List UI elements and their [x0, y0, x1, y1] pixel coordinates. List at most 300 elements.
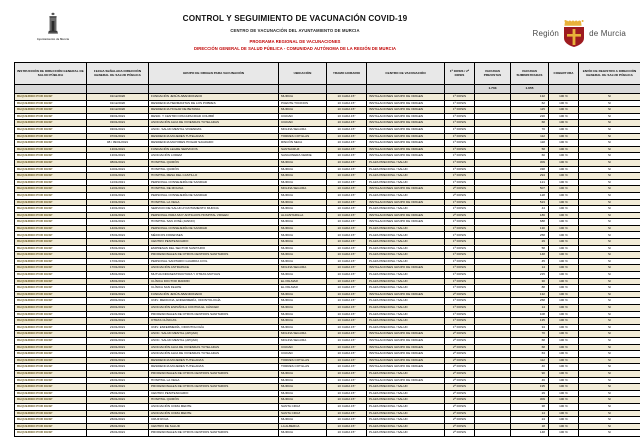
cell-vacunas-suministradas: 14 — [511, 265, 549, 272]
cell-ubicacion: EL PALMAR — [279, 285, 327, 292]
cell-vacunas-suministradas: 132 — [511, 94, 549, 101]
cell-fecha: 15/01/2021 — [87, 239, 149, 246]
cell-cobertura: 100 % — [549, 357, 579, 364]
cell-tramo-horario: 10 CADA 15'' — [327, 166, 367, 173]
cell-tramo-horario: 10 CADA 15'' — [327, 423, 367, 430]
cell-envio-registro: SI — [579, 344, 640, 351]
cell-cobertura: 100 % — [549, 140, 579, 147]
table-row — [15, 146, 640, 153]
cell-grupo-origen: EMPRESAS DEL SECTOR SANITARIO — [149, 245, 279, 252]
col-ubicacion: UBICACIÓN — [279, 63, 327, 85]
cell-centro-vacunacion: PLAZA PRECIOSA / SALUD — [367, 311, 445, 318]
cell-cobertura: 100 % — [549, 192, 579, 199]
vaccination-table — [14, 62, 640, 437]
cell-instruccion: REQUERIDO POR DGSP — [15, 140, 87, 147]
cell-centro-vacunacion: PLAZA PRECIOSA / SALUD — [367, 179, 445, 186]
col-cobertura: COBERTURA — [549, 63, 579, 85]
cell-dosis: 1ª DOSIS — [445, 225, 475, 232]
table-row — [15, 113, 640, 120]
cell-vacunas-previstas — [475, 351, 511, 358]
cell-cobertura: 100 % — [549, 245, 579, 252]
cell-envio-registro: SI — [579, 225, 640, 232]
table-row — [15, 133, 640, 140]
cell-envio-registro: SI — [579, 318, 640, 325]
cell-centro-vacunacion: PLAZA PRECIOSA / SALUD — [367, 192, 445, 199]
cell-instruccion: REQUERIDO POR DGSP — [15, 384, 87, 391]
cell-instruccion: REQUERIDO POR DGSP — [15, 120, 87, 127]
cell-instruccion: REQUERIDO POR DGSP — [15, 272, 87, 279]
table-row — [15, 357, 640, 364]
cell-vacunas-suministradas: 309 — [511, 397, 549, 404]
cell-fecha: 24/01/2021 — [87, 377, 149, 384]
cell-instruccion: REQUERIDO POR DGSP — [15, 324, 87, 331]
cell-fecha: 13/01/2021 — [87, 146, 149, 153]
cell-ubicacion: TORRES COTILLAS — [279, 364, 327, 371]
cell-grupo-origen: HOSPITAL QUIRÓN — [149, 397, 279, 404]
cell-vacunas-suministradas: 148 — [511, 430, 549, 437]
cell-grupo-origen: UNIV. MEDICINA, ENFERMERÍA, ODONTOLOGÍA — [149, 298, 279, 305]
cell-envio-registro: SI — [579, 140, 640, 147]
cell-vacunas-suministradas: 29 — [511, 239, 549, 246]
table-row — [15, 272, 640, 279]
cell-ubicacion: SANTA CRUZ — [279, 410, 327, 417]
cell-tramo-horario: 10 CADA 15'' — [327, 331, 367, 338]
cell-fecha: 03/01/2021 — [87, 113, 149, 120]
cell-envio-registro: SI — [579, 94, 640, 101]
cell-centro-vacunacion: INSTALACIONES GRUPO DE ORIGEN — [367, 133, 445, 140]
table-row — [15, 100, 640, 107]
table-row — [15, 331, 640, 338]
cell-dosis: 2ª DOSIS — [445, 337, 475, 344]
cell-vacunas-suministradas: 24 — [511, 417, 549, 424]
ayuntamiento-logo-caption: Ayuntamiento de Murcia — [37, 38, 69, 41]
cell-tramo-horario: 10 CADA 15'' — [327, 344, 367, 351]
cell-fecha: 26/01/2021 — [87, 430, 149, 437]
cell-cobertura: 100 % — [549, 291, 579, 298]
cell-centro-vacunacion: PLAZA PRECIOSA / SALUD — [367, 305, 445, 312]
cell-envio-registro: SI — [579, 423, 640, 430]
cell-cobertura: 100 % — [549, 107, 579, 114]
cell-centro-vacunacion: INSTALACIONES GRUPO DE ORIGEN — [367, 100, 445, 107]
cell-ubicacion: PUENTE TOCINOS — [279, 100, 327, 107]
table-row — [15, 351, 640, 358]
cell-dosis: 1ª DOSIS — [445, 318, 475, 325]
cell-envio-registro: SI — [579, 384, 640, 391]
cell-instruccion: REQUERIDO POR DGSP — [15, 186, 87, 193]
cell-envio-registro: SI — [579, 410, 640, 417]
cell-dosis: 1ª DOSIS — [445, 133, 475, 140]
table-row — [15, 212, 640, 219]
cell-vacunas-suministradas: 112 — [511, 133, 549, 140]
cell-fecha: 22/01/2021 — [87, 331, 149, 338]
page-subtitle: CENTRO DE VACUNACIÓN DEL AYUNTAMIENTO DE MURCIA — [88, 28, 502, 33]
cell-envio-registro: SI — [579, 113, 640, 120]
cell-fecha: 22/01/2021 — [87, 337, 149, 344]
cell-vacunas-suministradas: 14 — [511, 305, 549, 312]
cell-envio-registro: SI — [579, 337, 640, 344]
cell-fecha: 25/01/2021 — [87, 390, 149, 397]
cell-grupo-origen: RESIDENCIA HOGAR DE BETANIA — [149, 107, 279, 114]
cell-ubicacion: MURCIA — [279, 291, 327, 298]
cell-centro-vacunacion: PLAZA PRECIOSA / SALUD — [367, 298, 445, 305]
cell-vacunas-previstas — [475, 100, 511, 107]
cell-centro-vacunacion: PLAZA PRECIOSA / SALUD — [367, 423, 445, 430]
cell-fecha: 18/01/2021 — [87, 278, 149, 285]
cell-instruccion: REQUERIDO POR DGSP — [15, 298, 87, 305]
cell-grupo-origen: PROFESIONALES DE OTROS CENTROS SANITARIOS — [149, 430, 279, 437]
cell-centro-vacunacion: INSTALACIONES GRUPO DE ORIGEN — [367, 291, 445, 298]
table-row — [15, 403, 640, 410]
cell-centro-vacunacion: INSTALACIONES GRUPO DE ORIGEN — [367, 126, 445, 133]
cell-fecha: 15/01/2021 — [87, 245, 149, 252]
cell-tramo-horario: 10 CADA 15'' — [327, 146, 367, 153]
cell-vacunas-previstas — [475, 344, 511, 351]
cell-dosis: 1ª DOSIS — [445, 120, 475, 127]
cell-grupo-origen: CENTRO DE SALUD — [149, 423, 279, 430]
cell-tramo-horario: 10 CADA 15'' — [327, 298, 367, 305]
cell-tramo-horario: 10 CADA 15'' — [327, 258, 367, 265]
cell-vacunas-suministradas: 121 — [511, 179, 549, 186]
cell-centro-vacunacion: INSTALACIONES GRUPO DE ORIGEN — [367, 265, 445, 272]
cell-instruccion: REQUERIDO POR DGSP — [15, 206, 87, 213]
cell-fecha: 26/01/2021 — [87, 403, 149, 410]
cell-instruccion: REQUERIDO POR DGSP — [15, 331, 87, 338]
cell-vacunas-suministradas: 58 — [511, 146, 549, 153]
cell-centro-vacunacion: PLAZA PRECIOSA / SALUD — [367, 430, 445, 437]
cell-tramo-horario: 10 CADA 15'' — [327, 225, 367, 232]
cell-vacunas-previstas — [475, 397, 511, 404]
cell-vacunas-suministradas: 40 — [511, 364, 549, 371]
cell-vacunas-previstas — [475, 272, 511, 279]
table-row — [15, 397, 640, 404]
cell-cobertura: 100 % — [549, 146, 579, 153]
cell-tramo-horario: 10 CADA 15'' — [327, 94, 367, 101]
cell-tramo-horario: 10 CADA 15'' — [327, 239, 367, 246]
cell-cobertura: 100 % — [549, 272, 579, 279]
cell-tramo-horario: 10 CADA 15'' — [327, 179, 367, 186]
cell-ubicacion: MURCIA — [279, 225, 327, 232]
cell-vacunas-previstas — [475, 278, 511, 285]
cell-tramo-horario: 10 CADA 15'' — [327, 153, 367, 160]
cell-centro-vacunacion: PLAZA PRECIOSA / SALUD — [367, 410, 445, 417]
cell-centro-vacunacion: INSTALACIONES GRUPO DE ORIGEN — [367, 146, 445, 153]
cell-fecha: 22/01/2021 — [87, 344, 149, 351]
cell-cobertura: 100 % — [549, 212, 579, 219]
cell-instruccion: REQUERIDO POR DGSP — [15, 370, 87, 377]
cell-envio-registro: SI — [579, 331, 640, 338]
cell-cobertura: 100 % — [549, 159, 579, 166]
cell-tramo-horario: 10 CADA 15'' — [327, 199, 367, 206]
sub-blank-4 — [279, 85, 327, 94]
sub-blank-5 — [327, 85, 367, 94]
cell-instruccion: REQUERIDO POR DGSP — [15, 146, 87, 153]
cell-envio-registro: SI — [579, 278, 640, 285]
cell-centro-vacunacion: PLAZA PRECIOSA / SALUD — [367, 278, 445, 285]
cell-vacunas-previstas — [475, 285, 511, 292]
table-row — [15, 232, 640, 239]
cell-vacunas-previstas — [475, 133, 511, 140]
cell-vacunas-previstas — [475, 120, 511, 127]
cell-vacunas-suministradas: 338 — [511, 166, 549, 173]
cell-vacunas-previstas — [475, 318, 511, 325]
cell-instruccion: REQUERIDO POR DGSP — [15, 344, 87, 351]
cell-dosis: 1ª DOSIS — [445, 311, 475, 318]
cell-tramo-horario: 10 CADA 15'' — [327, 212, 367, 219]
cell-ubicacion: MURCIA — [279, 384, 327, 391]
cell-fecha: 17/01/2021 — [87, 265, 149, 272]
cell-dosis: 1ª DOSIS — [445, 265, 475, 272]
cell-centro-vacunacion: INSTALACIONES GRUPO DE ORIGEN — [367, 337, 445, 344]
col-grupo-origen: GRUPO DE ORIGEN PARA VACUNACIÓN — [149, 63, 279, 85]
cell-vacunas-suministradas: 68 — [511, 120, 549, 127]
cell-cobertura: 100 % — [549, 324, 579, 331]
cell-vacunas-previstas — [475, 403, 511, 410]
cell-envio-registro: SI — [579, 245, 640, 252]
cell-ubicacion: MURCIA — [279, 318, 327, 325]
cell-vacunas-suministradas: 63 — [511, 351, 549, 358]
cell-grupo-origen: FUNDACIÓN JESÚS ABANDONADO — [149, 291, 279, 298]
table-row — [15, 265, 640, 272]
cell-vacunas-suministradas: 68 — [511, 337, 549, 344]
cell-tramo-horario: 10 CADA 15'' — [327, 232, 367, 239]
cell-vacunas-previstas — [475, 199, 511, 206]
cell-grupo-origen: PROFESIONALES DE OTROS CENTROS SANITARIOS — [149, 252, 279, 259]
cell-centro-vacunacion: INSTALACIONES GRUPO DE ORIGEN — [367, 331, 445, 338]
cell-tramo-horario: 10 CADA 15'' — [327, 337, 367, 344]
cell-cobertura: 100 % — [549, 133, 579, 140]
cell-tramo-horario: 10 CADA 15'' — [327, 305, 367, 312]
cell-ubicacion: MURCIA — [279, 219, 327, 226]
cell-centro-vacunacion: INSTALACIONES GRUPO DE ORIGEN — [367, 199, 445, 206]
cell-cobertura: 100 % — [549, 278, 579, 285]
cell-grupo-origen: FUNDACIÓN JESÚS ABANDONADO — [149, 94, 279, 101]
cell-vacunas-previstas — [475, 232, 511, 239]
program-line-2: DIRECCIÓN GENERAL DE SALUD PÚBLICA - COMUNIDAD AUTÓNOMA DE LA REGIÓN DE MURCIA — [88, 46, 502, 51]
cell-dosis: 2ª DOSIS — [445, 344, 475, 351]
cell-vacunas-previstas — [475, 113, 511, 120]
table-row — [15, 311, 640, 318]
cell-centro-vacunacion: INSTALACIONES GRUPO DE ORIGEN — [367, 344, 445, 351]
cell-centro-vacunacion: PLAZA PRECIOSA / SALUD — [367, 390, 445, 397]
cell-grupo-origen: SERVICIO DE SALUD AYUNTAMIENTO MURCIA — [149, 206, 279, 213]
cell-vacunas-suministradas: 523 — [511, 199, 549, 206]
cell-dosis: 1ª DOSIS — [445, 324, 475, 331]
cell-centro-vacunacion: PLAZA PRECIOSA / SALUD — [367, 403, 445, 410]
cell-fecha: 15/01/2021 — [87, 232, 149, 239]
cell-dosis: 1ª DOSIS — [445, 272, 475, 279]
cell-cobertura: 100 % — [549, 370, 579, 377]
cell-fecha: 19/01/2021 — [87, 291, 149, 298]
table-row — [15, 186, 640, 193]
table-row — [15, 153, 640, 160]
cell-tramo-horario: 10 CADA 15'' — [327, 403, 367, 410]
table-row — [15, 94, 640, 101]
cell-ubicacion: MURCIA — [279, 94, 327, 101]
cell-grupo-origen: PROFESIONALES DE OTROS CENTROS SANITARIOS — [149, 311, 279, 318]
cell-cobertura: 100 % — [549, 206, 579, 213]
cell-grupo-origen: OTRAS CLÍNICAS — [149, 318, 279, 325]
cell-dosis: 1ª DOSIS — [445, 159, 475, 166]
cell-grupo-origen: CRUZ ROJA — [149, 417, 279, 424]
cell-grupo-origen: PROFESIONALES DE OTROS CENTROS SANITARIOS — [149, 384, 279, 391]
cell-ubicacion: SANTA CRUZ — [279, 403, 327, 410]
cell-ubicacion: MURCIA — [279, 239, 327, 246]
cell-fecha: 10/01/2021 — [87, 173, 149, 180]
cell-instruccion: REQUERIDO POR DGSP — [15, 252, 87, 259]
cell-cobertura: 100 % — [549, 311, 579, 318]
cell-vacunas-suministradas: 309 — [511, 159, 549, 166]
cell-cobertura: 100 % — [549, 173, 579, 180]
cell-instruccion: REQUERIDO POR DGSP — [15, 212, 87, 219]
cell-envio-registro: SI — [579, 120, 640, 127]
cell-vacunas-suministradas: 38 — [511, 403, 549, 410]
cell-dosis: 2ª DOSIS — [445, 390, 475, 397]
cell-dosis: 2ª DOSIS — [445, 410, 475, 417]
region-label-right: de Murcia — [589, 29, 626, 38]
cell-tramo-horario: 10 CADA 15'' — [327, 159, 367, 166]
cell-vacunas-suministradas: 29 — [511, 390, 549, 397]
region-label-left: Región — [533, 29, 560, 38]
cell-fecha: 03/01/2021 — [87, 126, 149, 133]
col-centro-vacunacion: CENTRO DE VACUNACIÓN — [367, 63, 445, 85]
cell-envio-registro: SI — [579, 126, 640, 133]
cell-grupo-origen: CLÍNICA DOCTOR MADRID — [149, 278, 279, 285]
cell-cobertura: 100 % — [549, 219, 579, 226]
col-envio-registro: ENVÍO DE REGISTRO A DIRECCIÓN GENERAL DE SALUD PÚBLICA — [579, 63, 640, 85]
cell-tramo-horario: 10 CADA 15'' — [327, 113, 367, 120]
cell-dosis: 2ª DOSIS — [445, 430, 475, 437]
cell-vacunas-suministradas: 148 — [511, 252, 549, 259]
cell-centro-vacunacion: PLAZA PRECIOSA / SALUD — [367, 166, 445, 173]
cell-vacunas-previstas — [475, 298, 511, 305]
cell-ubicacion: MURCIA — [279, 107, 327, 114]
cell-instruccion: REQUERIDO POR DGSP — [15, 192, 87, 199]
cell-vacunas-previstas — [475, 219, 511, 226]
cell-grupo-origen: HOSPITAL QUIRÓN — [149, 166, 279, 173]
table-header-row — [15, 63, 640, 85]
table-row — [15, 120, 640, 127]
cell-envio-registro: SI — [579, 305, 640, 312]
cell-fecha: 24/01/2021 — [87, 384, 149, 391]
cell-instruccion: REQUERIDO POR DGSP — [15, 245, 87, 252]
table-row — [15, 364, 640, 371]
cell-centro-vacunacion: INSTALACIONES GRUPO DE ORIGEN — [367, 377, 445, 384]
cell-centro-vacunacion: INSTALACIONES GRUPO DE ORIGEN — [367, 153, 445, 160]
cell-ubicacion: TORRES COTILLAS — [279, 133, 327, 140]
cell-instruccion: REQUERIDO POR DGSP — [15, 113, 87, 120]
cell-vacunas-previstas — [475, 305, 511, 312]
cell-vacunas-suministradas: 220 — [511, 113, 549, 120]
cell-tramo-horario: 10 CADA 15'' — [327, 278, 367, 285]
cell-fecha: 21/01/2021 — [87, 318, 149, 325]
cell-cobertura: 100 % — [549, 265, 579, 272]
cell-envio-registro: SI — [579, 417, 640, 424]
cell-cobertura: 100 % — [549, 331, 579, 338]
table-subheader-row — [15, 85, 640, 94]
cell-fecha: 23/01/2021 — [87, 357, 149, 364]
cell-envio-registro: SI — [579, 272, 640, 279]
cell-centro-vacunacion: PLAZA PRECIOSA / SALUD — [367, 173, 445, 180]
cell-cobertura: 100 % — [549, 417, 579, 424]
table-row — [15, 344, 640, 351]
cell-vacunas-suministradas: 44 — [511, 206, 549, 213]
cell-ubicacion: RINCÓN SECA — [279, 140, 327, 147]
cell-cobertura: 100 % — [549, 166, 579, 173]
cell-centro-vacunacion: INSTALACIONES GRUPO DE ORIGEN — [367, 107, 445, 114]
cell-dosis: 2ª DOSIS — [445, 357, 475, 364]
cell-ubicacion: MOLINA SEGURA — [279, 331, 327, 338]
cell-instruccion: REQUERIDO POR DGSP — [15, 133, 87, 140]
cell-vacunas-previstas — [475, 384, 511, 391]
cell-vacunas-suministradas: 14 — [511, 410, 549, 417]
cell-tramo-horario: 10 CADA 15'' — [327, 107, 367, 114]
cell-cobertura: 100 % — [549, 94, 579, 101]
cell-instruccion: REQUERIDO POR DGSP — [15, 239, 87, 246]
cell-envio-registro: SI — [579, 357, 640, 364]
cell-cobertura: 100 % — [549, 430, 579, 437]
cell-tramo-horario: 10 CADA 15'' — [327, 384, 367, 391]
cell-cobertura: 100 % — [549, 390, 579, 397]
cell-instruccion: REQUERIDO POR DGSP — [15, 423, 87, 430]
col-vacunas-previstas: VACUNAS PREVISTAS — [475, 63, 511, 85]
cell-grupo-origen: UNIV. ENFERMERÍA, ODONTOLOGÍA — [149, 324, 279, 331]
cell-grupo-origen: HOSPITAL LA VEGA — [149, 377, 279, 384]
cell-dosis: 2ª DOSIS — [445, 212, 475, 219]
cell-tramo-horario: 10 CADA 15'' — [327, 351, 367, 358]
cell-vacunas-previstas — [475, 153, 511, 160]
cell-fecha: 20/01/2021 — [87, 305, 149, 312]
cell-fecha: 11/01/2021 — [87, 179, 149, 186]
cell-tramo-horario: 10 CADA 15'' — [327, 285, 367, 292]
cell-grupo-origen: PERSONAL CONSEJERÍA DE SANIDAD — [149, 225, 279, 232]
cell-cobertura: 100 % — [549, 179, 579, 186]
cell-tramo-horario: 10 CADA 15'' — [327, 206, 367, 213]
cell-vacunas-previstas — [475, 225, 511, 232]
table-row — [15, 173, 640, 180]
cell-cobertura: 100 % — [549, 199, 579, 206]
page-title: CONTROL Y SEGUIMIENTO DE VACUNACIÓN COVID-19 — [88, 14, 502, 23]
cell-ubicacion: MURCIA — [279, 370, 327, 377]
table-row — [15, 206, 640, 213]
cell-fecha: 13/01/2021 — [87, 206, 149, 213]
cell-envio-registro: SI — [579, 397, 640, 404]
cell-tramo-horario: 10 CADA 15'' — [327, 252, 367, 259]
cell-envio-registro: SI — [579, 265, 640, 272]
table-row — [15, 305, 640, 312]
cell-ubicacion: MOLINA SEGURA — [279, 126, 327, 133]
cell-grupo-origen: HOSPITAL QUIRÓN — [149, 159, 279, 166]
cell-instruccion: REQUERIDO POR DGSP — [15, 403, 87, 410]
cell-envio-registro: SI — [579, 146, 640, 153]
cell-cobertura: 100 % — [549, 351, 579, 358]
cell-vacunas-previstas — [475, 337, 511, 344]
cell-envio-registro: SI — [579, 166, 640, 173]
cell-tramo-horario: 10 CADA 15'' — [327, 120, 367, 127]
cell-instruccion: REQUERIDO POR DGSP — [15, 291, 87, 298]
cell-centro-vacunacion: INSTALACIONES GRUPO DE ORIGEN — [367, 351, 445, 358]
cell-tramo-horario: 10 CADA 15'' — [327, 377, 367, 384]
cell-vacunas-suministradas: 90 — [511, 370, 549, 377]
cell-vacunas-suministradas: 46 — [511, 377, 549, 384]
cell-instruccion: REQUERIDO POR DGSP — [15, 173, 87, 180]
cell-vacunas-suministradas: 45 — [511, 258, 549, 265]
cell-grupo-origen: PERSONAL SANITARIO GUARDIA CIVIL — [149, 258, 279, 265]
cell-vacunas-suministradas: 118 — [511, 140, 549, 147]
cell-centro-vacunacion: PLAZA PRECIOSA / SALUD — [367, 206, 445, 213]
total-vacunas-previstas: 1.703 — [475, 85, 511, 94]
cell-vacunas-previstas — [475, 206, 511, 213]
cell-ubicacion: MURCIA — [279, 311, 327, 318]
